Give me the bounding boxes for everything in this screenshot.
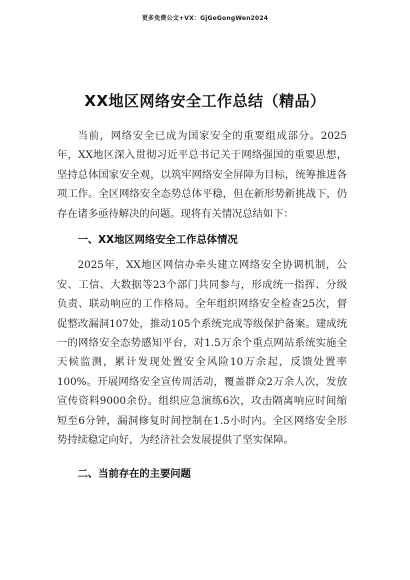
section-heading-2: 二、当前存在的主要问题: [77, 467, 191, 480]
document-body: [57, 127, 347, 490]
overview-paragraph: 2025年，XX地区网信办牵头建立网络安全协调机制，公安、工信、大数据等23个部门共同参与，形成统一指挥、分级负责、联动响应的工作格局。全年组织网络安全检查25次，督促整改漏洞107处，推动105个系统完成等级保护备案。建成统一的网络安全态势感知平台，对1.5万余个重点网站系统实施全天候监测，累计发现处置安全风险10万余起，反馈处置率100%。开展网络安全宣传周活动，覆盖群众2万余人次，发放宣传资料9000余份。组织应急演练6次，攻击隔离响应时间缩短至6分钟，漏洞修复时间控制在1.5小时内。全区网络安全形势持续稳定向好，为经济社会发展提供了坚实保障。: [57, 259, 347, 447]
header-note: 更多免费公文+VX：GjGeGongWen2024: [141, 15, 269, 22]
section-heading-1: 一、XX地区网络安全工作总体情况: [77, 234, 238, 247]
intro-paragraph: 当前，网络安全已成为国家安全的重要组成部分。2025年，XX地区深入贯彻习近平总书记关于网络强国的重要思想，坚持总体国家安全观，以筑牢网络安全屏障为目标，统筹推进各项工作。全区网络安全态势总体平稳，但在新形势新挑战下，仍存在诸多亟待解决的问题。现将有关情况总结如下：: [57, 130, 347, 220]
document-title: XX地区网络安全工作总结（精品）: [84, 92, 326, 110]
